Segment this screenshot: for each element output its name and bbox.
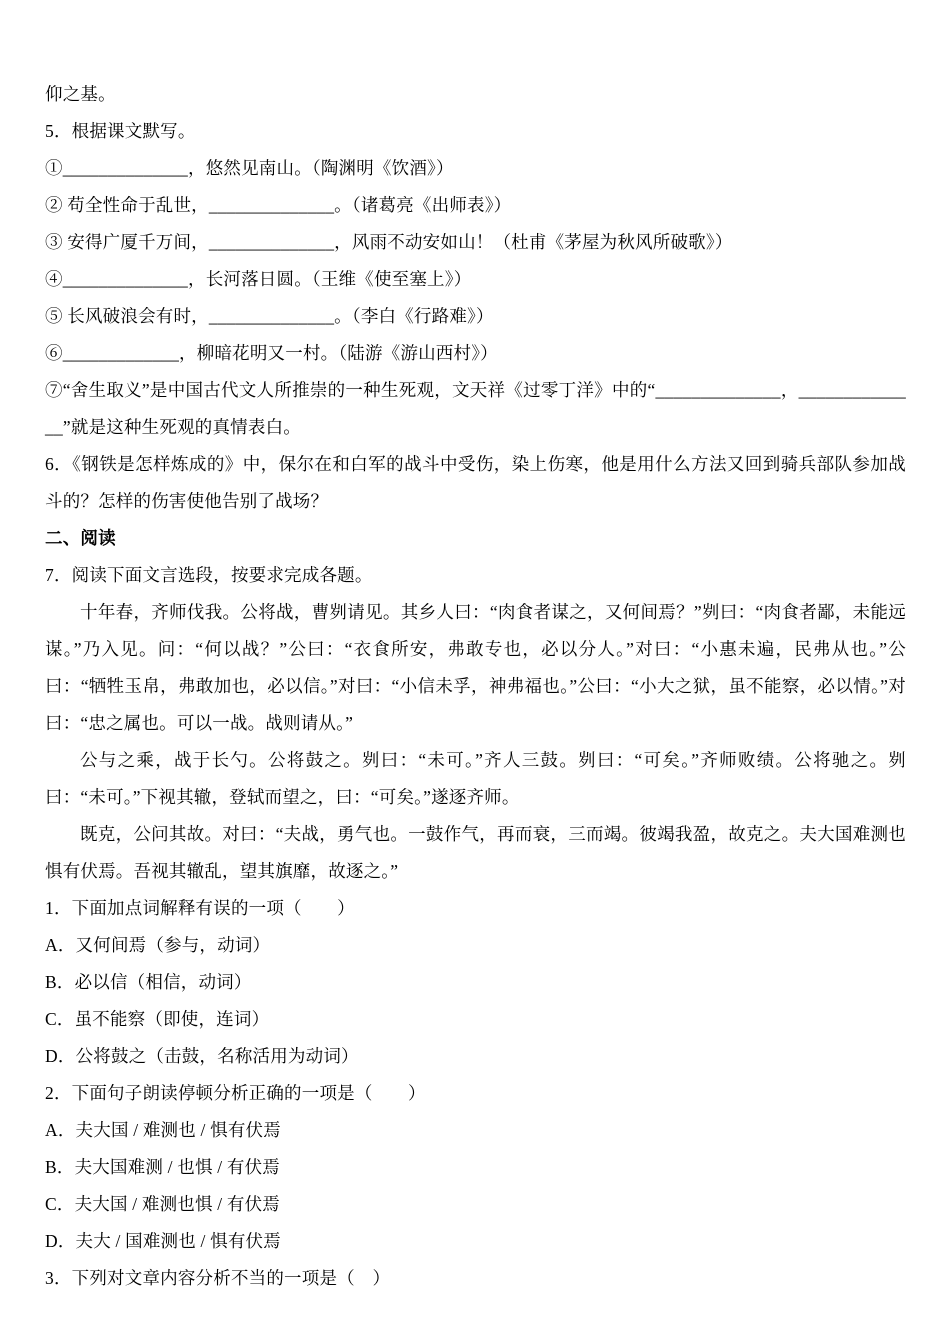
q7-sub3-stem: 3．下列对文章内容分析不当的一项是（ ） (45, 1268, 391, 1288)
q7-sub2-stem: 2．下面句子朗读停顿分析正确的一项是（ ） (45, 1083, 426, 1103)
q7-sub1-stem: 1．下面加点词解释有误的一项（ ） (45, 898, 355, 918)
q7-sub1-option-b: B．必以信（相信，动词） (45, 972, 252, 992)
q7-intro: 7．阅读下面文言选段，按要求完成各题。 (45, 565, 373, 585)
q5-item-5: ⑤ 长风破浪会有时，______________。（李白《行路难》） (45, 306, 494, 326)
continuation-text: 仰之基。 (45, 84, 116, 104)
q6-text: 6．《钢铁是怎样炼成的》中，保尔在和白军的战斗中受伤，染上伤寒，他是用什么方法又回到骑兵部队参加战斗的？怎样的伤害使他告别了战场？ (45, 454, 906, 511)
q7-sub2-option-b: B．夫大国难测 / 也惧 / 有伏焉 (45, 1157, 280, 1177)
section-heading-reading: 二、阅读 (45, 528, 116, 548)
q7-passage-3: 既克，公问其故。对曰：“夫战，勇气也。一鼓作气，再而衰，三而竭。彼竭我盈，故克之。夫大国难测也惧有伏焉。吾视其辙乱，望其旗靡，故逐之。” (45, 824, 906, 881)
q7-passage-2: 公与之乘，战于长勺。公将鼓之。刿曰：“未可。”齐人三鼓。刿曰：“可矣。”齐师败绩。公将驰之。刿曰：“未可。”下视其辙，登轼而望之，曰：“可矣。”遂逐齐师。 (45, 750, 906, 807)
q7-sub1-option-d: D．公将鼓之（击鼓，名称活用为动词） (45, 1046, 359, 1066)
q5-item-7: ⑦“舍生取义”是中国古代文人所推崇的一种生死观，文天祥《过零丁洋》中的“______________，______________”就是这种生死观的真情表白。 (45, 380, 906, 437)
q5-item-3: ③ 安得广厦千万间，______________，风雨不动安如山！（杜甫《茅屋为秋风所破歌》） (45, 232, 733, 252)
q5-item-4: ④______________，长河落日圆。（王维《使至塞上》） (45, 269, 472, 289)
q7-sub2-option-d: D．夫大 / 国难测也 / 惧有伏焉 (45, 1231, 281, 1251)
q7-sub1-option-c: C．虽不能察（即使，连词） (45, 1009, 270, 1029)
q5-item-6: ⑥_____________，柳暗花明又一村。（陆游《游山西村》） (45, 343, 498, 363)
q5-item-1: ①______________，悠然见南山。（陶渊明《饮酒》） (45, 158, 454, 178)
q7-sub2-option-c: C．夫大国 / 难测也惧 / 有伏焉 (45, 1194, 280, 1214)
q7-passage-1: 十年春，齐师伐我。公将战，曹刿请见。其乡人曰：“肉食者谋之，又何间焉？”刿曰：“肉食者鄙，未能远谋。”乃入见。问：“何以战？”公曰：“衣食所安，弗敢专也，必以分人。”对曰：“小惠未遍，民弗从也。”公曰：“牺牲玉帛，弗敢加也，必以信。”对曰：“小信未孚，神弗福也。”公曰：“小大之狱，虽不能察，必以情。”对曰：“忠之属也。可以一战。战则请从。” (45, 602, 906, 733)
q5-heading: 5．根据课文默写。 (45, 121, 196, 141)
q7-sub1-option-a: A．又何间焉（参与，动词） (45, 935, 271, 955)
q5-item-2: ② 苟全性命于乱世，______________。（诸葛亮《出师表》） (45, 195, 512, 215)
q7-sub2-option-a: A．夫大国 / 难测也 / 惧有伏焉 (45, 1120, 281, 1140)
